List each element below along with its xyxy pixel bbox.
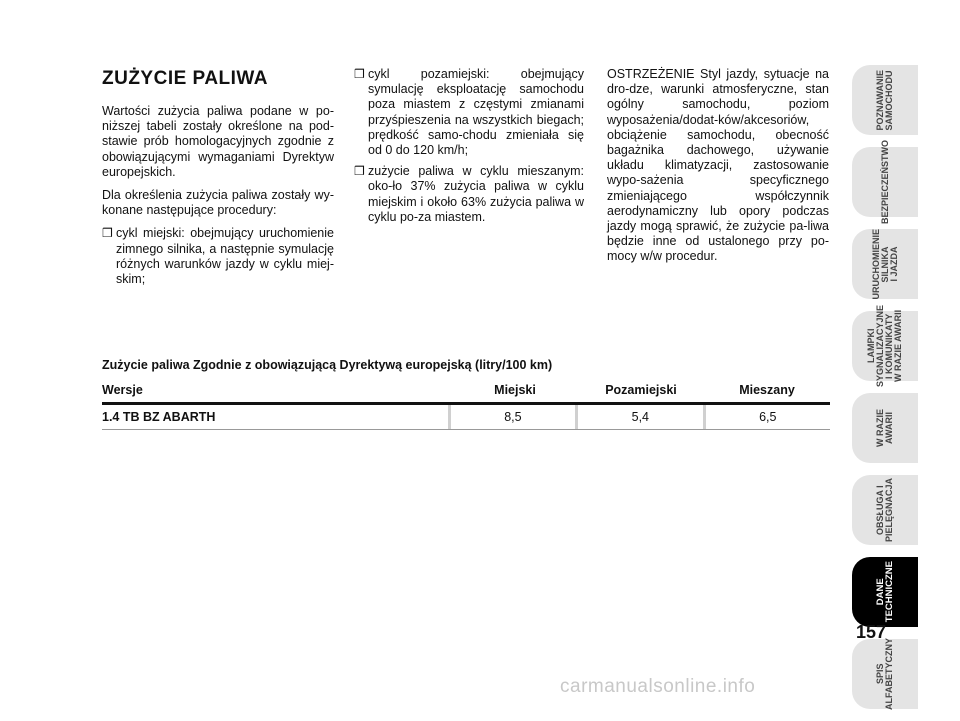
table-header: [102, 378, 830, 405]
tab-uruchomienie-silnika[interactable]: [852, 229, 918, 299]
list-item-text: cykl miejski: obejmujący uruchomienie zimnego silnika, a następnie symulację różnych warunków jazdy w cyklu miej-skim;: [116, 226, 334, 287]
warning-paragraph: OSTRZEŻENIE Styl jazdy, sytuacje na dro-dze, warunki atmosferyczne, stan ogólny samochodu, poziom wyposażenia/dodat-ków/akcesoriów, obciążenie samochodu, obecność bagażnika dachowego, używanie układu klimatyzacji, zastosowanie wypo-sażenia specyficznego zmieniającego współczynnik aerodynamiczny lub opory podczas jazdy mogą sprawić, że zużycie pa-liwa będzie inne od ustalonego przy po-mocy w/w procedur.: [607, 67, 829, 264]
tab-spis-alfabetyczny[interactable]: [852, 639, 918, 709]
table-cell: 1.4 TB BZ ABARTH: [102, 410, 216, 424]
tab-bezpieczenstwo[interactable]: [852, 140, 918, 225]
header-cell: Miejski: [494, 383, 536, 397]
checkbox-bullet-icon: ❒: [354, 67, 365, 81]
table-cell: 8,5: [448, 405, 575, 429]
table-row: [102, 405, 830, 430]
header-cell: Pozamiejski: [605, 383, 677, 397]
tab-label: DANE TECHNICZNE: [875, 561, 895, 623]
list-item: [102, 226, 334, 287]
page-number: 157: [856, 622, 887, 642]
procedures-paragraph: Dla określenia zużycia paliwa zostały wy-konane następujące procedury:: [102, 188, 334, 218]
table-cell: 6,5: [703, 405, 830, 429]
checkbox-bullet-icon: ❒: [102, 226, 113, 241]
tab-label: BEZPIECZEŃSTWO: [879, 140, 890, 225]
list-item: [354, 67, 584, 158]
page-title: ZUŻYCIE PALIWA: [102, 68, 269, 89]
list-item: [354, 164, 584, 225]
text-column-1: [102, 104, 334, 293]
tab-w-razie-awarii[interactable]: [852, 393, 918, 463]
tab-poznawanie-samochodu[interactable]: [852, 65, 918, 135]
tab-lampki-sygnalizacyjne[interactable]: [852, 305, 918, 388]
tab-label: URUCHOMIENIE SILNIKA I JAZDA: [870, 228, 899, 300]
text-column-2: [354, 67, 584, 231]
text-column-3: [607, 67, 829, 273]
checkbox-bullet-icon: ❒: [354, 164, 365, 179]
fuel-consumption-table: [102, 378, 830, 430]
list-item-text: cykl pozamiejski: obejmujący symulację eksploatację samochodu poza miastem z częstymi zmianami przyśpieszenia na wszystkich biegach; prędkość samo-chodu zmieniała się od 0 do 120 km/h;: [368, 67, 584, 158]
tab-label: W RAZIE AWARII: [875, 409, 894, 447]
tab-label: LAMPKI SYGNALIZACYJNE I KOMUNIKATY W RAZIE AWARII: [866, 305, 903, 388]
tab-dane-techniczne[interactable]: [852, 557, 918, 627]
tab-label: OBSŁUGA I PIELĘGNACJA: [875, 477, 894, 542]
header-cell: Mieszany: [739, 383, 795, 397]
intro-paragraph: Wartości zużycia paliwa podane w po-niższej tabeli zostały określone na pod-stawie prób homologacyjnych zgodnie z obowiązującymi wymaganiami Dyrektyw europejskich.: [102, 104, 334, 179]
tab-label: SPIS ALFABETYCZNY: [875, 638, 894, 710]
table-title: Zużycie paliwa Zgodnie z obowiązującą Dyrektywą europejską (litry/100 km): [102, 358, 553, 372]
header-cell: Wersje: [102, 383, 143, 397]
watermark: carmanualsonline.info: [560, 676, 756, 697]
table-cell: 5,4: [575, 405, 702, 429]
tab-label: POZNAWANIE SAMOCHODU: [875, 69, 894, 131]
list-item-text: zużycie paliwa w cyklu mieszanym: oko-ło 37% zużycia paliwa w cyklu miejskim i około 63% zużycia paliwa w cyklu po-za miastem.: [368, 164, 584, 224]
tab-obsluga-pielegnacja[interactable]: [852, 475, 918, 545]
